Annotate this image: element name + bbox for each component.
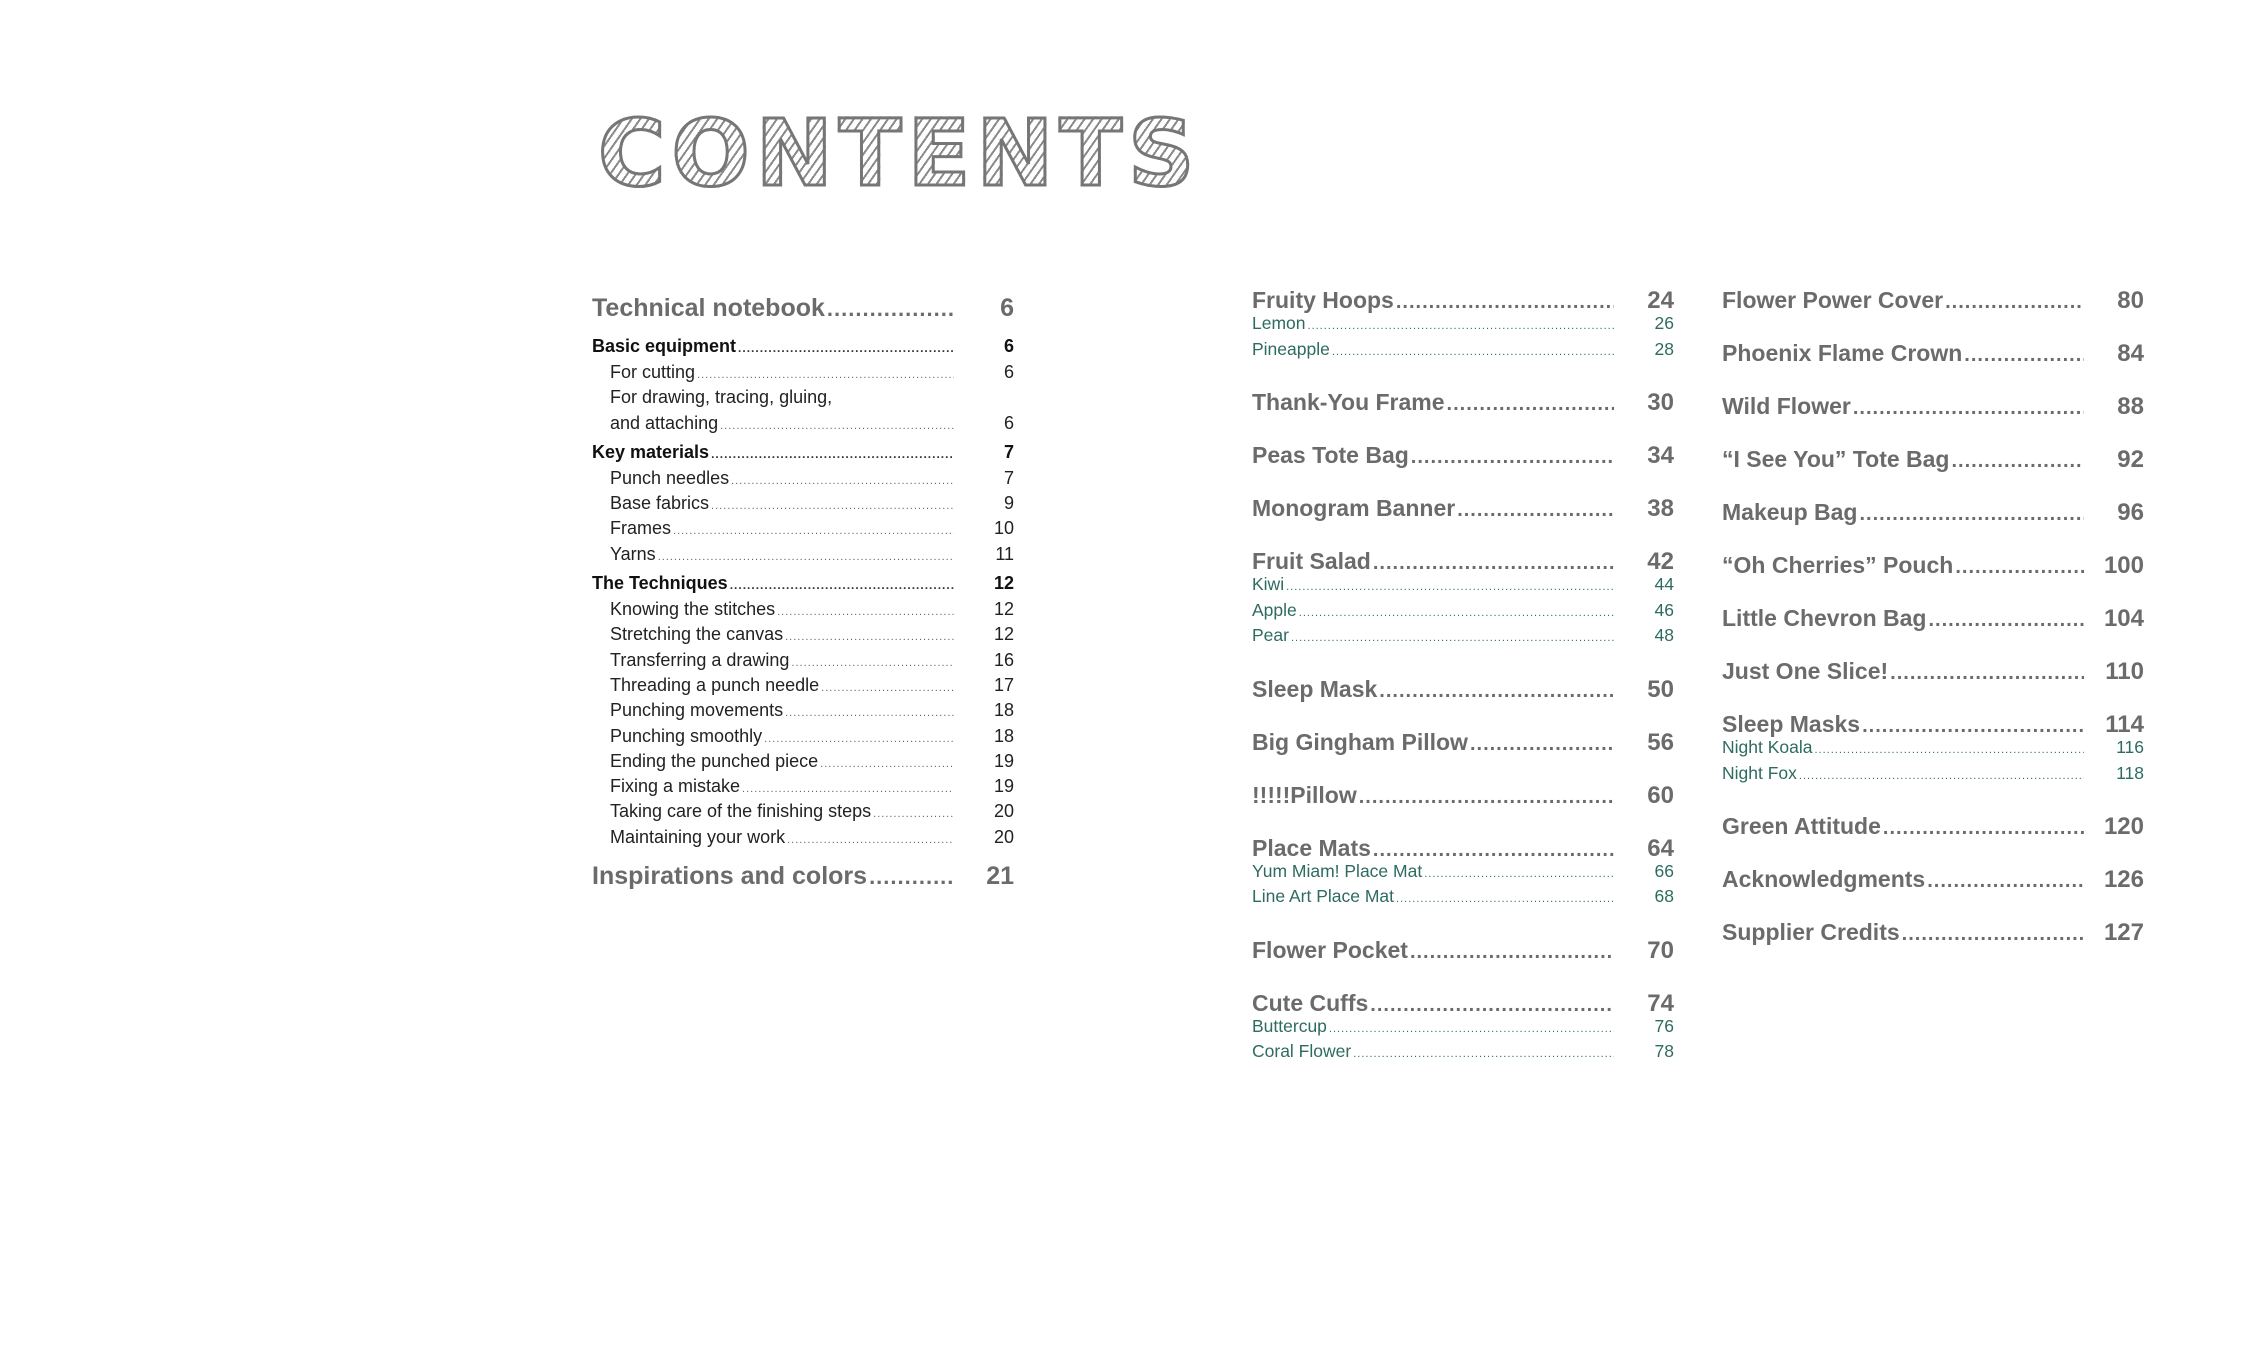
dot-leader (1299, 607, 1614, 619)
toc-project-entry-page-number: 126 (2103, 866, 2144, 893)
toc-project-entry-label: Thank-You Frame (1252, 389, 1445, 415)
dot-leader (673, 525, 954, 537)
dot-leader (869, 864, 954, 890)
toc-project-entry-label: Phoenix Flame Crown (1722, 340, 1963, 366)
toc-project-subentry-label: Buttercup (1252, 1015, 1327, 1036)
toc-subentry[interactable] (592, 776, 1014, 801)
toc-subentry-label: Ending the punched piece (610, 750, 819, 771)
toc-project-entry[interactable] (1722, 552, 2144, 580)
toc-project-subentry[interactable] (1252, 574, 1674, 600)
toc-project-entry[interactable] (1722, 866, 2144, 894)
toc-section-label: The Techniques (592, 573, 728, 594)
toc-subentry-label: Transferring a drawing (610, 649, 790, 670)
dot-leader (738, 341, 954, 355)
toc-project-entry[interactable] (1722, 711, 2144, 739)
toc-project-subentry-label: Night Koala (1722, 737, 1813, 757)
toc-subentry-page-number: 12 (993, 599, 1014, 620)
toc-project-entry[interactable] (1722, 499, 2144, 527)
toc-project-entry-label: Sleep Masks (1722, 711, 1861, 737)
toc-project-subentry-label: Line Art Place Mat (1252, 886, 1395, 906)
toc-project-entry[interactable] (1722, 813, 2144, 841)
toc-project-entry-label: Sleep Mask (1252, 675, 1378, 702)
toc-project-subentry-label: Kiwi (1252, 574, 1285, 594)
toc-project-entry-page-number: 110 (2105, 658, 2144, 685)
toc-subentry-label: Knowing the stitches (610, 599, 776, 620)
toc-project-subentry-page-number: 28 (1654, 338, 1674, 359)
toc-subentry[interactable] (592, 751, 1014, 776)
toc-project-subentry-page-number: 48 (1654, 625, 1674, 645)
toc-project-subentry-page-number: 44 (1654, 574, 1674, 594)
toc-project-entry[interactable] (1722, 287, 2144, 315)
dot-leader (785, 707, 954, 719)
toc-section[interactable] (592, 573, 1014, 599)
toc-subentry-label: Taking care of the finishing steps (610, 801, 872, 822)
toc-project-entry-label: Big Gingham Pillow (1252, 728, 1468, 755)
toc-subentry-label: Fixing a mistake (610, 776, 741, 797)
dot-leader (1814, 744, 2084, 756)
toc-project-entry[interactable] (1252, 442, 1674, 470)
toc-subentry[interactable] (592, 493, 1014, 518)
toc-project-subentry[interactable] (1252, 339, 1674, 365)
toc-entry-inspirations-label: Inspirations and colors (592, 862, 868, 891)
dot-leader (1951, 450, 2084, 473)
toc-project-entry-page-number: 64 (1647, 834, 1674, 862)
dot-leader (1396, 291, 1614, 314)
toc-project-entry-page-number: 84 (2117, 340, 2144, 367)
dot-leader (791, 657, 954, 669)
toc-project-subentry-label: Pear (1252, 625, 1289, 645)
toc-project-entry-label: Wild Flower (1722, 393, 1851, 419)
toc-subentry-label: Yarns (610, 543, 656, 564)
toc-subentry[interactable] (592, 468, 1014, 493)
toc-project-entry-page-number: 34 (1647, 442, 1674, 469)
toc-project-entry-label: Acknowledgments (1722, 866, 1926, 892)
toc-project-entry-label: !!!!!Pillow (1252, 781, 1357, 808)
page-title: CONTENTS (598, 100, 1201, 207)
toc-subentry-label: and attaching (610, 412, 719, 433)
dot-leader (827, 296, 954, 322)
toc-project-subentry-label: Coral Flower (1252, 1041, 1352, 1061)
toc-project-subentry-page-number: 118 (2116, 762, 2144, 783)
toc-project-subentry-label: Pineapple (1252, 338, 1330, 359)
toc-subentry-page-number: 18 (993, 725, 1014, 746)
toc-subentry-label: For cutting (610, 362, 696, 382)
dot-leader (787, 834, 954, 846)
toc-project-subentry[interactable] (1252, 313, 1674, 339)
toc-project-entry-label: Flower Pocket (1252, 936, 1408, 963)
toc-project-subentry-page-number: 76 (1654, 1015, 1674, 1036)
toc-entry-technical-notebook-page-number: 6 (1000, 294, 1014, 322)
toc-project-entry-page-number: 92 (2117, 446, 2144, 473)
toc-project-entry[interactable] (1252, 782, 1674, 810)
dot-leader (1799, 770, 2084, 782)
toc-subentry[interactable] (592, 726, 1014, 751)
toc-project-entry[interactable] (1722, 393, 2144, 421)
projects-contents-right (1722, 287, 2144, 947)
toc-subentry-page-number: 16 (993, 649, 1014, 670)
toc-section[interactable] (592, 336, 1014, 362)
dot-leader (1379, 680, 1614, 703)
toc-subentry-label: Punching smoothly (610, 725, 763, 746)
toc-project-subentry-page-number: 116 (2116, 737, 2144, 757)
toc-subentry-page-number: 11 (995, 543, 1014, 564)
toc-project-subentry-page-number: 26 (1654, 313, 1674, 333)
dot-leader (1373, 839, 1614, 862)
toc-project-entry[interactable] (1722, 340, 2144, 368)
dot-leader (1370, 994, 1614, 1017)
dot-leader (730, 578, 954, 592)
toc-subentry[interactable] (592, 599, 1014, 624)
dot-leader (1457, 499, 1614, 522)
toc-section[interactable] (592, 442, 1014, 468)
toc-subentry[interactable] (592, 624, 1014, 649)
toc-entry-inspirations[interactable] (592, 862, 1014, 900)
toc-section-page-number: 6 (1003, 336, 1014, 356)
technical-contents (592, 294, 1014, 900)
toc-project-entry-page-number: 42 (1647, 548, 1674, 575)
toc-subentry-page-number: 10 (993, 518, 1014, 539)
toc-subentry[interactable] (592, 700, 1014, 725)
toc-subentry[interactable] (592, 650, 1014, 675)
toc-project-entry[interactable] (1722, 658, 2144, 686)
dot-leader (720, 420, 954, 432)
dot-leader (1332, 346, 1614, 358)
toc-project-entry-page-number: 24 (1647, 287, 1674, 314)
dot-leader (1410, 941, 1614, 964)
toc-project-subentry-page-number: 46 (1654, 599, 1674, 620)
toc-project-entry-page-number: 120 (2103, 813, 2144, 840)
dot-leader (731, 475, 954, 487)
dot-leader (764, 733, 954, 745)
toc-subentry-page-number: 20 (993, 801, 1014, 822)
dot-leader (1862, 715, 2084, 738)
toc-subentry[interactable] (592, 544, 1014, 569)
dot-leader (1964, 344, 2084, 367)
toc-section-label: Basic equipment (592, 336, 737, 356)
toc-section-page-number: 12 (993, 573, 1014, 594)
toc-project-entry[interactable] (1252, 389, 1674, 417)
toc-subentry-page-number: 12 (993, 624, 1014, 645)
dot-leader (742, 783, 954, 795)
dot-leader (1859, 503, 2084, 526)
toc-project-entry-label: Makeup Bag (1722, 499, 1858, 525)
toc-project-entry-page-number: 80 (2117, 287, 2144, 314)
dot-leader (711, 500, 954, 512)
dot-leader (711, 447, 954, 461)
toc-project-entry-label: Fruit Salad (1252, 548, 1371, 574)
dot-leader (1396, 893, 1614, 905)
toc-section-label: Key materials (592, 441, 710, 462)
dot-leader (1353, 1048, 1614, 1060)
dot-leader (873, 808, 954, 820)
dot-leader (1927, 870, 2084, 893)
toc-subentry-page-number: 7 (1003, 467, 1014, 488)
toc-subentry[interactable] (592, 675, 1014, 700)
toc-project-entry-label: Green Attitude (1722, 813, 1881, 839)
dot-leader (697, 369, 954, 381)
dot-leader (1470, 733, 1614, 756)
dot-leader (821, 682, 954, 694)
toc-project-subentry-label: Apple (1252, 599, 1297, 620)
toc-project-entry-label: Fruity Hoops (1252, 287, 1394, 313)
toc-project-subentry[interactable] (1252, 600, 1674, 626)
toc-subentry-page-number: 19 (993, 750, 1014, 771)
toc-subentry-label: Base fabrics (610, 493, 710, 514)
toc-project-entry[interactable] (1252, 676, 1674, 704)
toc-project-entry-label: “I See You” Tote Bag (1722, 446, 1950, 472)
dot-leader (1329, 1023, 1614, 1035)
dot-leader (1955, 556, 2084, 579)
toc-project-subentry-page-number: 78 (1654, 1041, 1674, 1061)
toc-project-subentry[interactable] (1252, 861, 1674, 887)
toc-subentry-page-number: 6 (1003, 412, 1014, 433)
toc-project-entry-page-number: 30 (1647, 389, 1674, 416)
dot-leader (1890, 662, 2084, 685)
toc-subentry-label: Punch needles (610, 467, 730, 488)
toc-project-entry-label: Just One Slice! (1722, 658, 1889, 684)
dot-leader (1359, 786, 1614, 809)
toc-subentry[interactable] (592, 413, 1014, 438)
dot-leader (777, 606, 954, 618)
dot-leader (1373, 552, 1614, 575)
toc-project-subentry-page-number: 66 (1654, 860, 1674, 881)
toc-project-subentry-page-number: 68 (1654, 886, 1674, 906)
toc-project-entry-page-number: 104 (2103, 605, 2144, 632)
toc-project-entry-page-number: 100 (2103, 552, 2144, 579)
toc-project-entry[interactable] (1722, 919, 2144, 947)
toc-project-entry-page-number: 114 (2105, 711, 2144, 738)
toc-project-subentry-label: Night Fox (1722, 762, 1797, 783)
toc-subentry-label: Punching movements (610, 700, 784, 721)
toc-project-entry-label: Monogram Banner (1252, 495, 1456, 521)
dot-leader (785, 631, 954, 643)
dot-leader (1928, 609, 2084, 632)
toc-project-entry-page-number: 70 (1647, 936, 1674, 964)
toc-project-subentry[interactable] (1252, 886, 1674, 912)
projects-contents-middle (1252, 287, 1674, 1067)
dot-leader (1945, 291, 2084, 314)
toc-project-entry-label: Supplier Credits (1722, 919, 1900, 945)
dot-leader (1286, 581, 1614, 593)
dot-leader (1291, 632, 1614, 644)
dot-leader (820, 758, 954, 770)
toc-project-subentry-label: Lemon (1252, 313, 1306, 333)
toc-project-entry[interactable] (1722, 605, 2144, 633)
toc-project-entry-label: Flower Power Cover (1722, 287, 1944, 313)
dot-leader (1424, 868, 1614, 880)
dot-leader (1447, 393, 1614, 416)
toc-project-subentry[interactable] (1252, 625, 1674, 651)
toc-project-entry[interactable] (1252, 937, 1674, 965)
toc-subentry[interactable] (592, 827, 1014, 852)
toc-subentry-label: Threading a punch needle (610, 674, 820, 695)
toc-project-entry-label: “Oh Cherries” Pouch (1722, 552, 1954, 578)
toc-subentry-page-number: 9 (1003, 493, 1014, 514)
toc-subentry-label: For drawing, tracing, gluing, (610, 387, 833, 408)
toc-project-subentry[interactable] (1252, 1041, 1674, 1067)
dot-leader (1411, 446, 1614, 469)
toc-subentry[interactable] (592, 518, 1014, 543)
toc-subentry[interactable] (592, 362, 1014, 387)
toc-project-subentry[interactable] (1722, 763, 2144, 789)
toc-project-entry[interactable] (1722, 446, 2144, 474)
toc-subentry-page-number: 6 (1003, 362, 1014, 382)
toc-project-entry[interactable] (1252, 495, 1674, 523)
toc-project-entry-page-number: 50 (1647, 675, 1674, 703)
toc-section-page-number: 7 (1003, 441, 1014, 462)
toc-subentry-label: Stretching the canvas (610, 624, 784, 645)
dot-leader (1902, 923, 2084, 946)
dot-leader (658, 551, 954, 563)
toc-project-subentry[interactable] (1722, 737, 2144, 763)
toc-entry-technical-notebook[interactable] (592, 294, 1014, 332)
toc-subentry-page-number: 20 (993, 826, 1014, 847)
toc-project-entry-label: Cute Cuffs (1252, 989, 1369, 1016)
toc-project-entry[interactable] (1252, 729, 1674, 757)
dot-leader (1883, 817, 2084, 840)
dot-leader (1308, 320, 1614, 332)
toc-entry-technical-notebook-label: Technical notebook (592, 294, 825, 322)
toc-project-entry-page-number: 56 (1647, 728, 1674, 756)
toc-subentry-label: Maintaining your work (610, 826, 786, 847)
toc-project-entry-page-number: 60 (1647, 781, 1674, 809)
toc-project-subentry[interactable] (1252, 1016, 1674, 1042)
toc-project-entry-label: Little Chevron Bag (1722, 605, 1927, 631)
toc-subentry[interactable] (592, 387, 1014, 412)
toc-entry-inspirations-page-number: 21 (986, 862, 1014, 891)
toc-project-entry[interactable] (1252, 548, 1674, 576)
toc-subentry-page-number: 17 (993, 674, 1014, 695)
toc-project-entry[interactable] (1252, 990, 1674, 1018)
toc-subentry[interactable] (592, 801, 1014, 826)
toc-project-entry-label: Peas Tote Bag (1252, 442, 1409, 468)
toc-project-entry-page-number: 127 (2103, 919, 2144, 946)
toc-project-entry-label: Place Mats (1252, 834, 1371, 861)
toc-subentry-page-number: 19 (993, 776, 1014, 797)
toc-project-entry-page-number: 38 (1647, 495, 1674, 522)
toc-project-subentry-label: Yum Miam! Place Mat (1252, 860, 1423, 881)
toc-project-entry-page-number: 88 (2117, 393, 2144, 420)
toc-project-entry[interactable] (1252, 835, 1674, 863)
toc-project-entry-page-number: 74 (1647, 989, 1674, 1017)
dot-leader (1853, 397, 2084, 420)
toc-subentry-label: Frames (610, 518, 672, 539)
toc-subentry-page-number: 18 (993, 700, 1014, 721)
toc-project-entry[interactable] (1252, 287, 1674, 315)
toc-project-entry-page-number: 96 (2117, 499, 2144, 526)
